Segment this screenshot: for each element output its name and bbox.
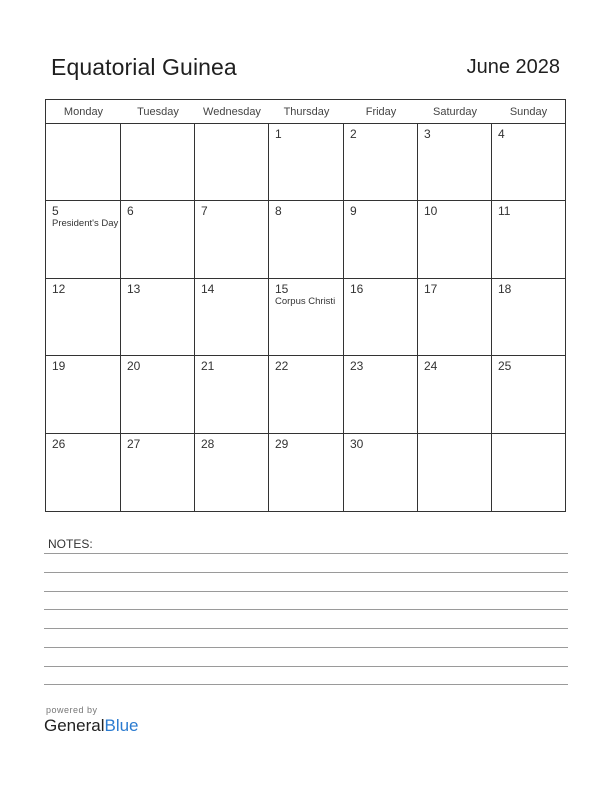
notes-rule-line <box>44 647 568 648</box>
day-cell <box>121 201 195 279</box>
day-number: 5 <box>52 204 59 218</box>
notes-label: NOTES: <box>48 537 93 551</box>
month-label: June 2028 <box>466 56 560 78</box>
generalblue-logo <box>44 716 139 736</box>
notes-rule-line <box>44 628 568 629</box>
day-cell <box>418 434 492 511</box>
day-cell <box>195 124 269 201</box>
day-cell <box>121 434 195 511</box>
day-cell <box>492 124 565 201</box>
weekday-header: Monday <box>46 100 121 124</box>
day-cell <box>121 356 195 434</box>
day-number: 21 <box>201 359 215 373</box>
day-cell <box>46 124 121 201</box>
notes-rule-line <box>44 666 568 667</box>
day-number: 16 <box>350 282 364 296</box>
weekday-header: Sunday <box>492 100 565 124</box>
day-number: 29 <box>275 437 289 451</box>
day-number: 3 <box>424 127 431 141</box>
day-cell <box>269 356 344 434</box>
day-cell <box>492 201 565 279</box>
notes-rule-line <box>44 684 568 685</box>
day-cell <box>418 279 492 356</box>
day-number: 14 <box>201 282 215 296</box>
day-number: 6 <box>127 204 134 218</box>
day-number: 10 <box>424 204 438 218</box>
day-number: 8 <box>275 204 282 218</box>
notes-rule-line <box>44 609 568 610</box>
holiday-label: President's Day <box>52 218 119 229</box>
day-number: 2 <box>350 127 357 141</box>
day-number: 24 <box>424 359 438 373</box>
day-cell <box>344 356 418 434</box>
day-cell <box>492 356 565 434</box>
day-number: 20 <box>127 359 141 373</box>
day-number: 13 <box>127 282 141 296</box>
day-number: 23 <box>350 359 364 373</box>
day-number: 12 <box>52 282 66 296</box>
day-cell <box>344 279 418 356</box>
day-cell <box>492 434 565 511</box>
day-cell <box>418 201 492 279</box>
day-cell <box>269 279 344 356</box>
day-cell <box>195 434 269 511</box>
day-cell <box>269 434 344 511</box>
day-cell <box>46 201 121 279</box>
weekday-header: Tuesday <box>121 100 195 124</box>
day-number: 18 <box>498 282 512 296</box>
day-number: 30 <box>350 437 364 451</box>
day-cell <box>121 279 195 356</box>
day-number: 15 <box>275 282 289 296</box>
day-cell <box>418 124 492 201</box>
notes-rule-line <box>44 553 568 554</box>
weekday-header: Wednesday <box>195 100 269 124</box>
day-number: 11 <box>498 204 511 218</box>
day-number: 1 <box>275 127 282 141</box>
day-cell <box>344 124 418 201</box>
weekday-header: Friday <box>344 100 418 124</box>
day-cell <box>195 201 269 279</box>
day-number: 7 <box>201 204 208 218</box>
day-number: 22 <box>275 359 289 373</box>
day-cell <box>46 434 121 511</box>
weekday-header: Saturday <box>418 100 492 124</box>
day-cell <box>344 201 418 279</box>
powered-by-text: powered by <box>46 705 98 715</box>
calendar-grid <box>45 99 566 512</box>
day-cell <box>195 279 269 356</box>
day-number: 28 <box>201 437 215 451</box>
brand-blue: Blue <box>104 716 139 735</box>
day-number: 25 <box>498 359 512 373</box>
day-number: 9 <box>350 204 357 218</box>
day-number: 17 <box>424 282 438 296</box>
day-cell <box>269 124 344 201</box>
day-number: 4 <box>498 127 505 141</box>
day-cell <box>344 434 418 511</box>
holiday-label: Corpus Christi <box>275 296 336 307</box>
notes-rule-line <box>44 591 568 592</box>
day-cell <box>46 356 121 434</box>
day-cell <box>121 124 195 201</box>
day-cell <box>46 279 121 356</box>
weekday-header: Thursday <box>269 100 344 124</box>
notes-rule-line <box>44 572 568 573</box>
day-cell <box>492 279 565 356</box>
day-number: 19 <box>52 359 66 373</box>
calendar-title: Equatorial Guinea <box>51 54 237 80</box>
day-cell <box>418 356 492 434</box>
day-number: 27 <box>127 437 141 451</box>
day-cell <box>269 201 344 279</box>
day-cell <box>195 356 269 434</box>
day-number: 26 <box>52 437 66 451</box>
brand-general: General <box>44 716 105 735</box>
